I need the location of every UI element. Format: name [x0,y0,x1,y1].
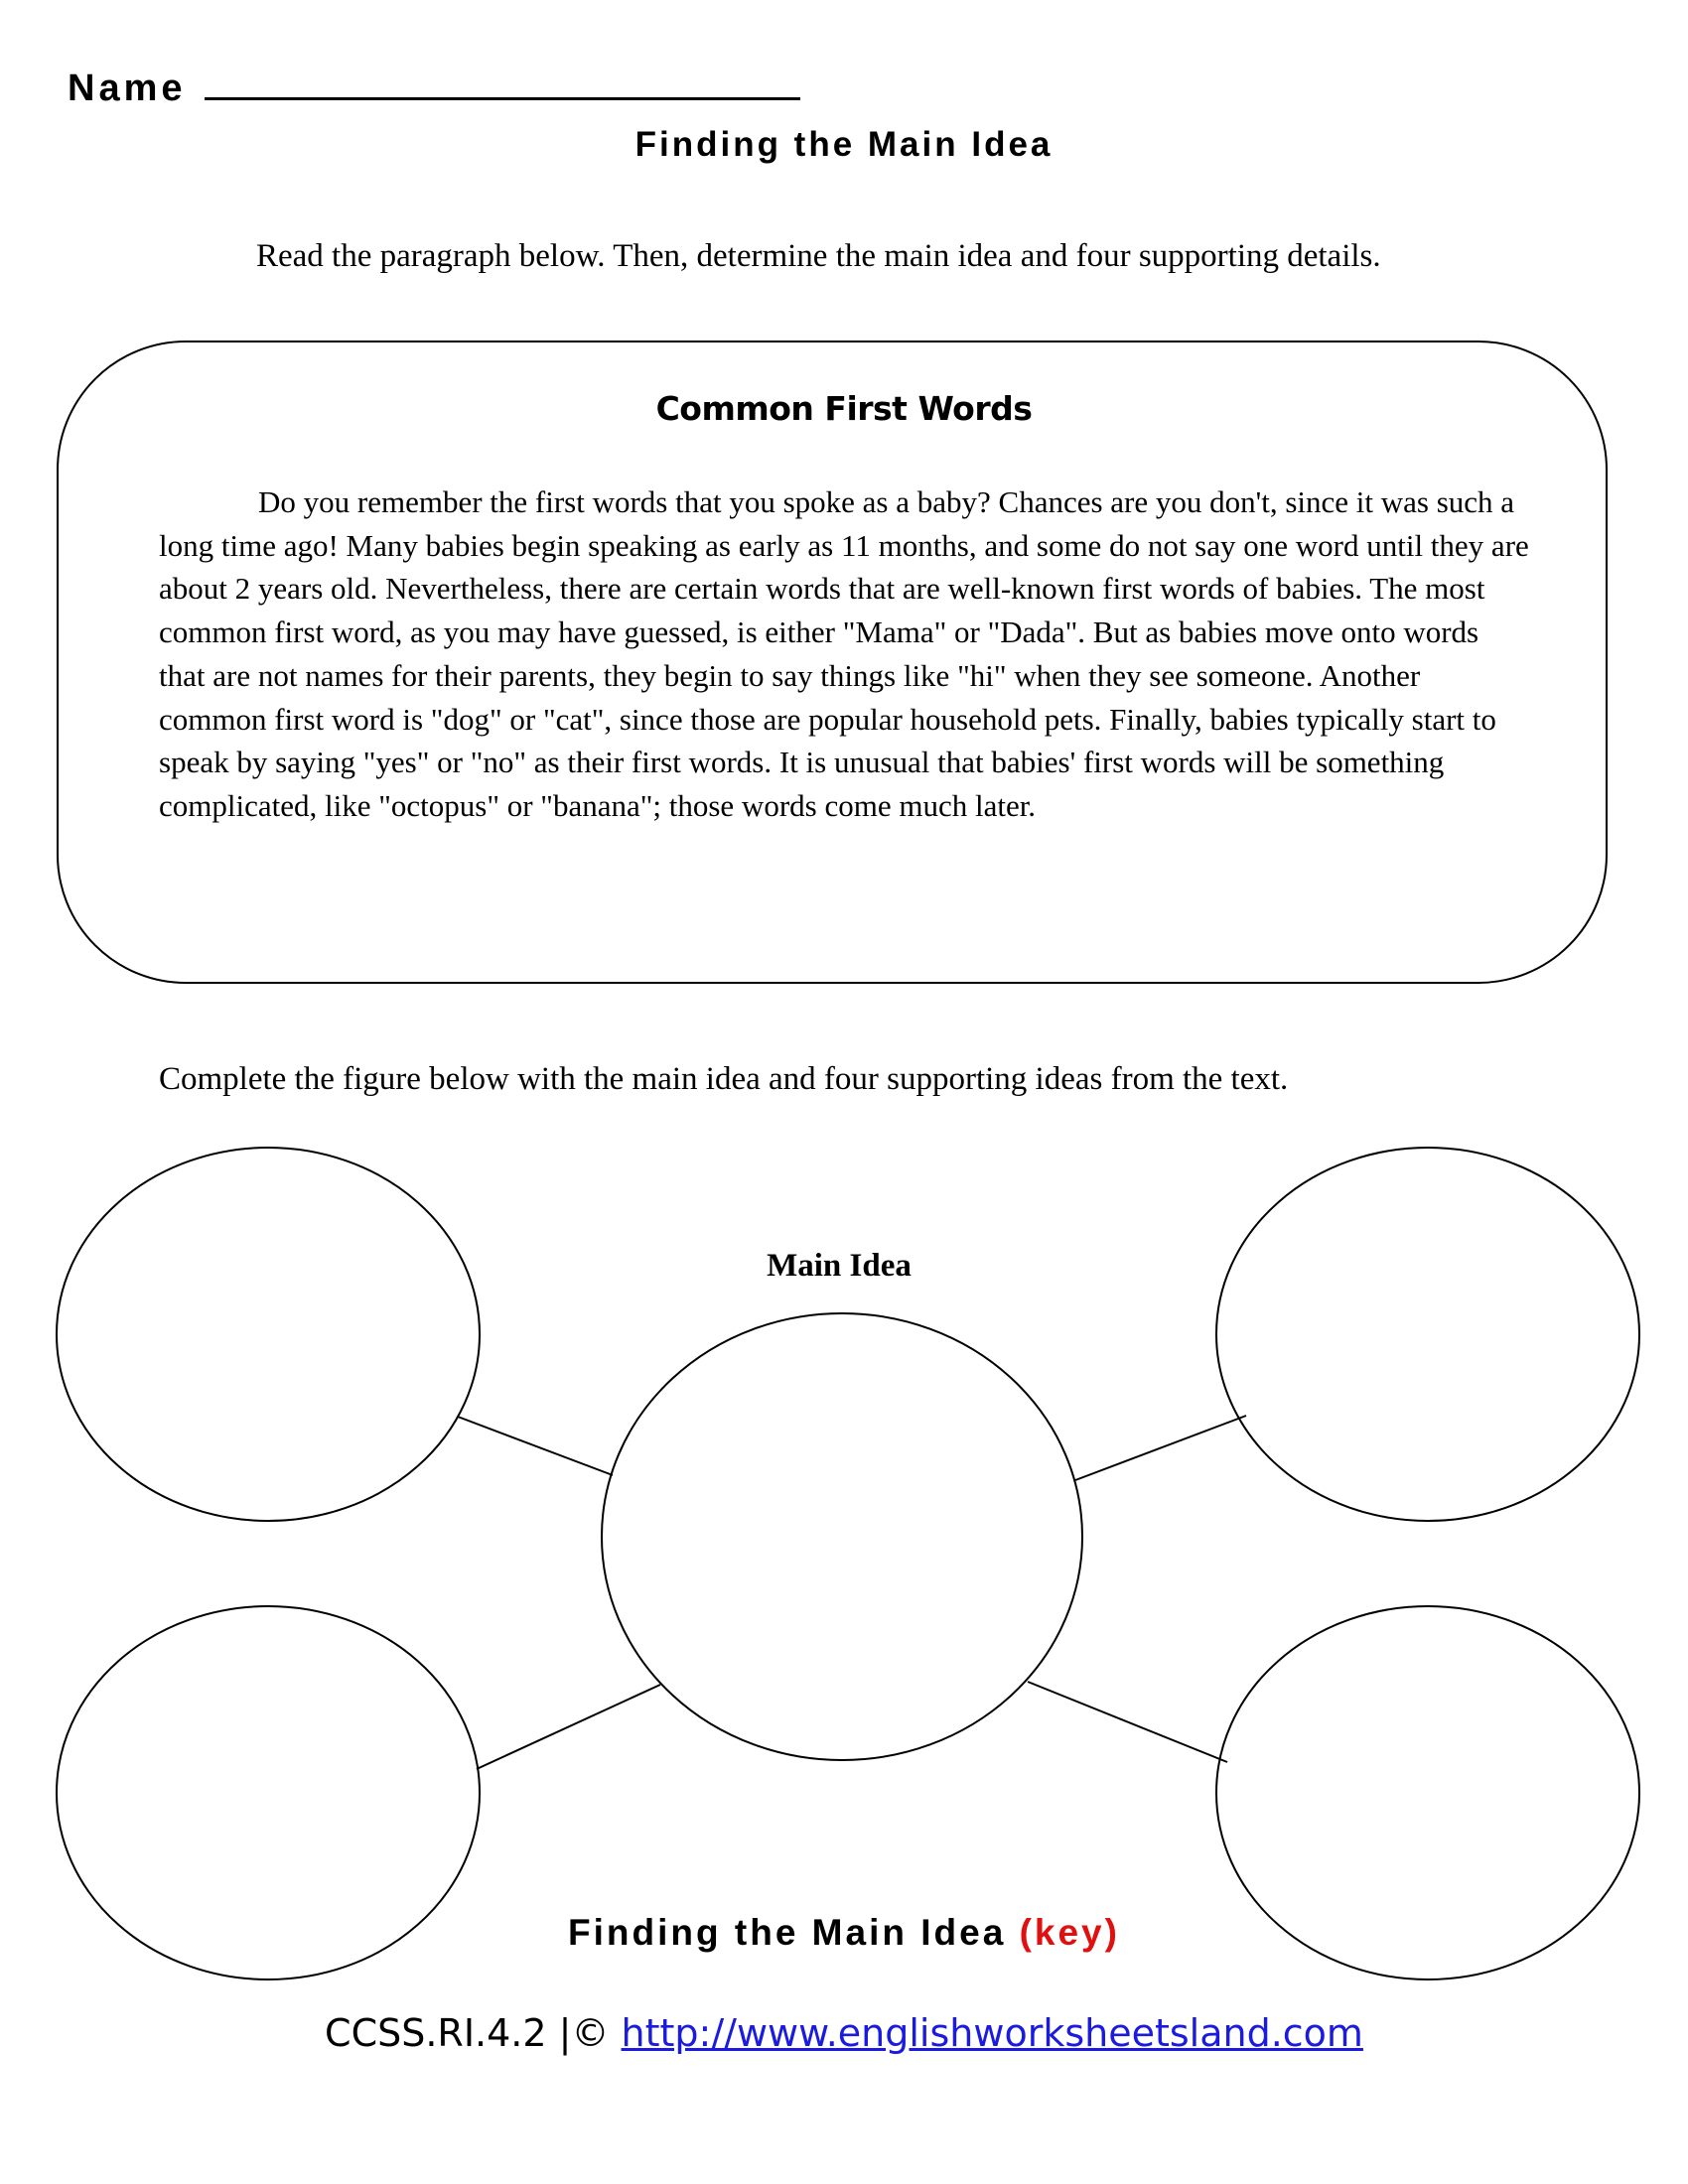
footer-website-link[interactable]: http://www.englishworksheetsland.com [621,2011,1363,2055]
answer-key-heading [0,1912,1688,1954]
footer-standard: CCSS.RI.4.2 |© [325,2011,610,2055]
key-title-text: Finding the Main Idea [568,1912,1007,1953]
connector-top-right [1075,1416,1246,1480]
name-label: Name [68,68,187,109]
supporting-detail-circle-2[interactable] [1216,1148,1639,1521]
connector-top-left [458,1417,613,1475]
supporting-detail-circle-1[interactable] [57,1148,480,1521]
instructions: Read the paragraph below. Then, determine the main idea and four supporting details. [256,238,1381,274]
connector-bottom-right [1028,1682,1227,1762]
worksheet-title: Finding the Main Idea [634,125,1054,164]
figure-instructions: Complete the figure below with the main idea and four supporting ideas from the text. [159,1061,1289,1097]
connector-bottom-left [477,1685,660,1769]
main-idea-circle[interactable] [602,1313,1082,1760]
main-idea-label: Main Idea [767,1248,912,1284]
key-label: (key) [1019,1912,1120,1953]
passage-title: Common First Words [655,389,1033,428]
passage-text: Do you remember the first words that you spoke as a baby? Chances are you don't, since it was such a long time ago! Many babies begin speaking as early as 11 months, and some do not say one word until they are about 2 years old. Nevertheless, there are certain words that are well-known first words of babies. The most common first word, as you may have guessed, is either "Mama" or "Dada". But as babies move onto words that are not names for their parents, they begin to say things like "hi" when they see someone. Another common first word is "dog" or "cat", since those are popular household pets. Finally, babies typically start to speak by saying "yes" or "no" as their first words. It is unusual that babies' first words will be something complicated, like "octopus" or "banana"; those words come much later. [159,484,1529,823]
footer [0,2011,1688,2055]
